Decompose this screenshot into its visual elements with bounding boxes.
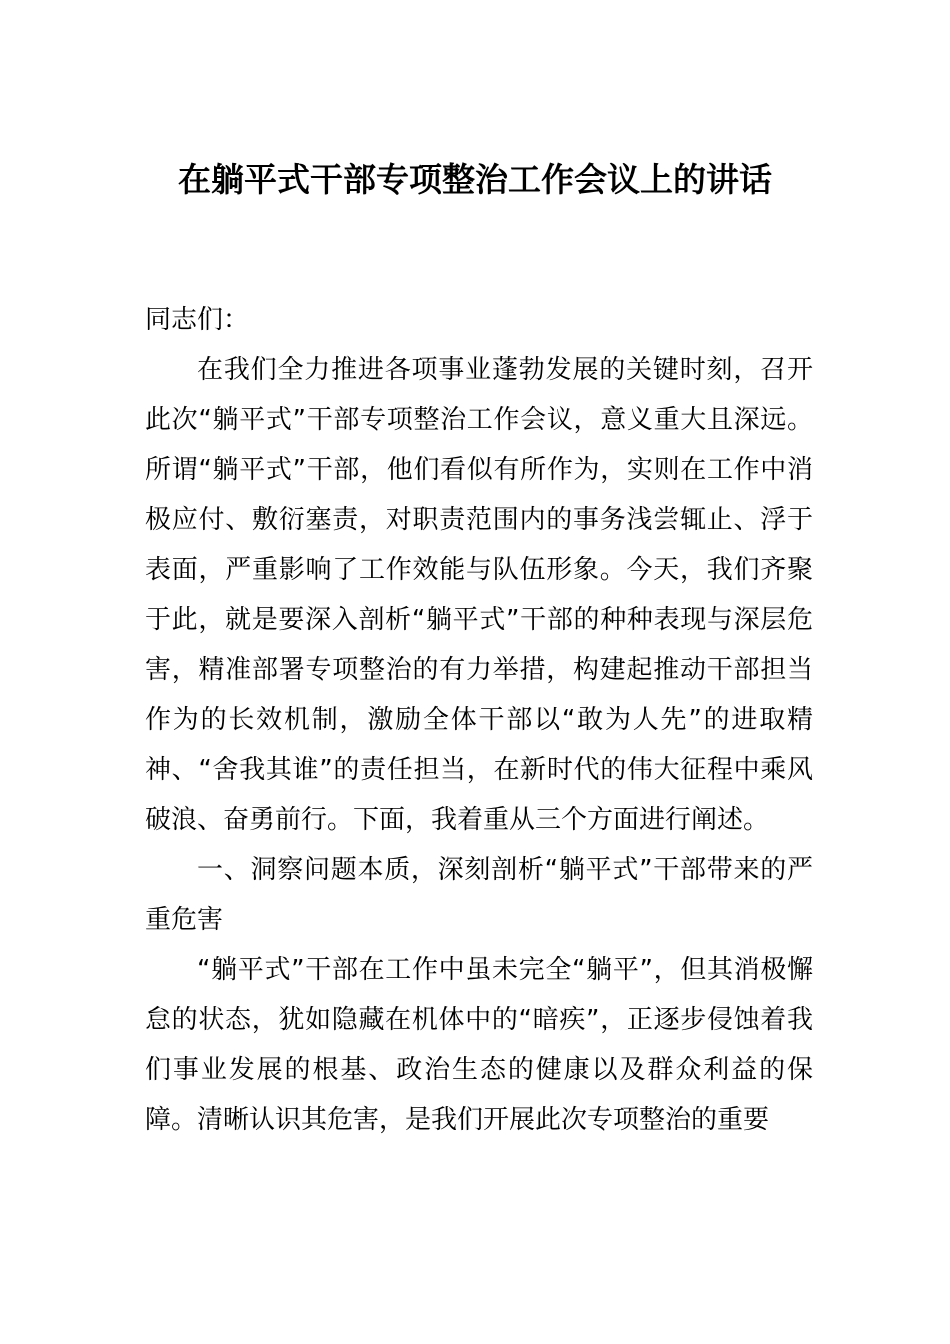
document-title: 在躺平式干部专项整治工作会议上的讲话 (178, 160, 772, 199)
document-body (145, 295, 813, 1145)
section-heading-1: 一、洞察问题本质，深刻剖析“躺平式”干部带来的严重危害 (145, 855, 813, 935)
salutation: 同志们： (145, 305, 250, 335)
paragraph-intro: 在我们全力推进各项事业蓬勃发展的关键时刻，召开此次“躺平式”干部专项整治工作会议，意义重大且深远。所谓“躺平式”干部，他们看似有所作为，实则在工作中消极应付、敷衍塞责，对职责范围内的事务浅尝辄止、浮于表面，严重影响了工作效能与队伍形象。今天，我们齐聚于此，就是要深入剖析“躺平式”干部的种种表现与深层危害，精准部署专项整治的有力举措，构建起推动干部担当作为的长效机制，激励全体干部以“敢为人先”的进取精神、“舍我其谁”的责任担当，在新时代的伟大征程中乘风破浪、奋勇前行。下面，我着重从三个方面进行阐述。 (145, 355, 813, 835)
paragraph-section-1: “躺平式”干部在工作中虽未完全“躺平”，但其消极懈怠的状态，犹如隐藏在机体中的“暗疾”，正逐步侵蚀着我们事业发展的根基、政治生态的健康以及群众利益的保障。清晰认识其危害，是我们开展此次专项整治的重要 (145, 955, 813, 1135)
